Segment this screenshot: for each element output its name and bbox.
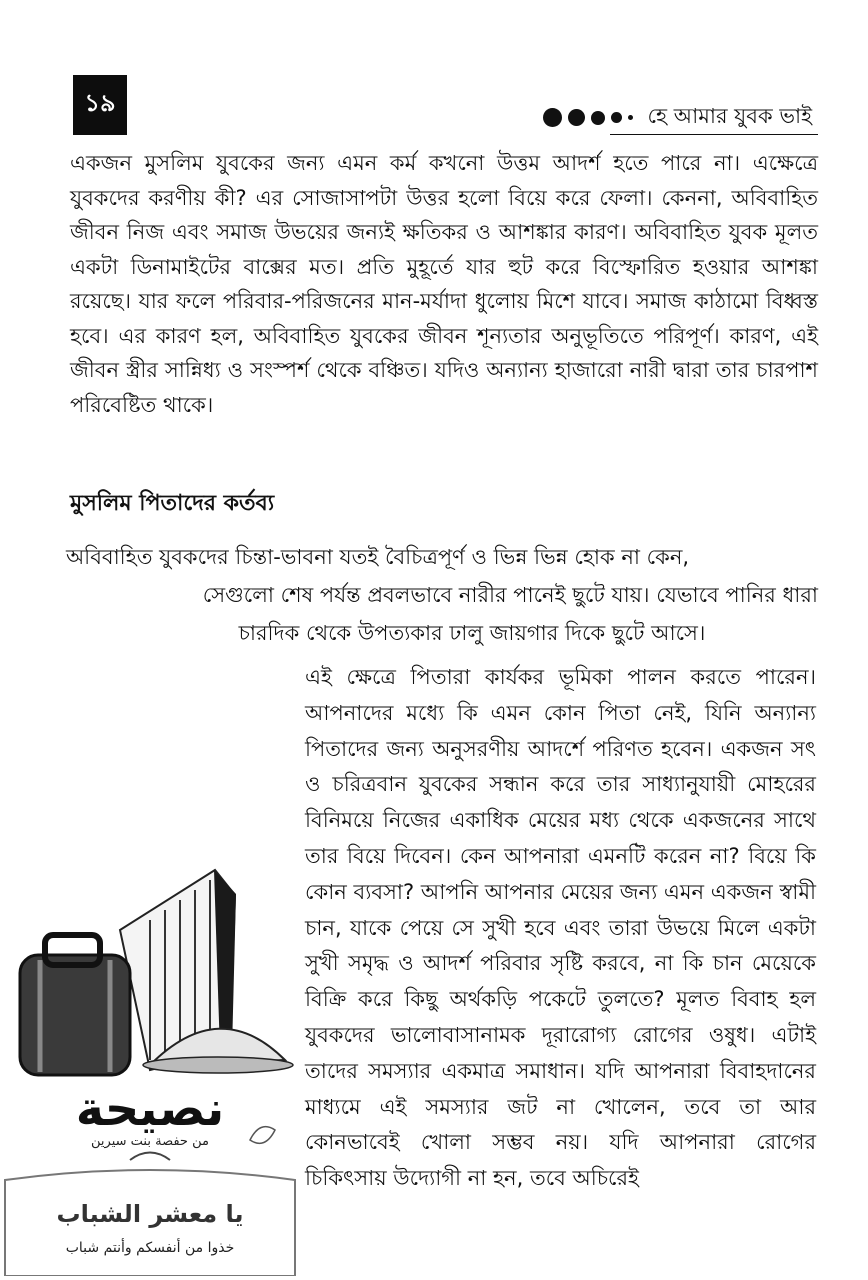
section-heading: মুসলিম পিতাদের কর্তব্য xyxy=(70,491,275,516)
body-paragraph: এই ক্ষেত্রে পিতারা কার্যকর ভূমিকা পালন করতে পারেন। আপনাদের মধ্যে কি এমন কোন পিতা নেই, যিনি অন্যান্য পিতাদের জন্য অনুসরণীয় আদর্শে পরিণত হবেন। একজন সৎ ও চরিত্রবান যুবকের সন্ধান করে তার সাধ্যানুযায়ী মোহরের বিনিময়ে নিজের একাধিক মেয়ের মধ্য থেকে একজনের সাথে তার বিয়ে দিবেন। কেন আপনারা এমনটি করেন না? বিয়ে কি কোন ব্যবসা? আপনি আপনার মেয়ের জন্য এমন একজন স্বামী চান, যাকে পেয়ে সে সুখী হবে এবং তারা উভয়ে মিলে একটা সুখী সমৃদ্ধ ও আদর্শ পরিবার সৃষ্টি করবে, না কি চান মেয়েকে বিক্রি করে কিছু অর্থকড়ি পকেটে তুলতে? মূলত বিবাহ হল যুবকদের ভালোবাসানামক দূরারোগ্য রোগের ওষুধ। এটাই তাদের সমস্যার একমাত্র সমাধান। যদি আপনারা বিবাহদানের মাধ্যমে এই সমস্যার জট না খোলেন, তবে তা আর কোনভাবেই খোলা সম্ভব নয়। যদি আপনারা রোগের চিকিৎসায় উদ্যোগী না হন, তবে অচিরেই xyxy=(305,665,816,1191)
pull-quote-line-1: অবিবাহিত যুবকদের চিন্তা-ভাবনা যতই বৈচিত্রপূর্ণ ও ভিন্ন ভিন্ন হোক না কেন, xyxy=(66,545,690,569)
illustration-caption: خذوا من أنفسكم وأنتم شباب xyxy=(65,1240,235,1256)
pull-quote-line-2: সেগুলো শেষ পর্যন্ত প্রবলভাবে নারীর পানেই ছুটে যায়। যেভাবে পানির ধারা xyxy=(202,583,818,607)
illustration-author: من حفصة بنت سيرين xyxy=(91,1134,209,1149)
running-header xyxy=(543,100,812,135)
intro-paragraph: একজন মুসলিম যুবকের জন্য এমন কর্ম কখনো উত্তম আদর্শ হতে পারে না। এক্ষেত্রে যুবকদের করণীয় কী? এর সোজাসাপটা উত্তর হলো বিয়ে করে ফেলা। কেননা, অবিবাহিত জীবন নিজ এবং সমাজ উভয়ের জন্যই ক্ষতিকর ও আশঙ্কার কারণ। অবিবাহিত যুবক মূলত একটা ডিনামাইটের বাক্সের মত। প্রতি মুহূর্তে যার হুট করে বিস্ফোরিত হওয়ার আশঙ্কা রয়েছে। যার ফলে পরিবার-পরিজনের মান-মর্যাদা ধুলোয় মিশে যাবে। সমাজ কাঠামো বিধ্বস্ত হবে। এর কারণ হল, অবিবাহিত যুবকের জীবন শূন্যতার অনুভূতিতে পরিপূর্ণ। কারণ, এই জীবন স্ত্রীর সান্নিধ্য ও সংস্পর্শ থেকে বঞ্চিত। যদিও অন্যান্য হাজারো নারী দ্বারা তার চারপাশ পরিবেষ্টিত থাকে। xyxy=(70,151,818,417)
pull-quote-line-3: চারদিক থেকে উপত্যকার ঢালু জায়গার দিকে ছুটে আসে। xyxy=(238,621,706,645)
running-title: হে আমার যুবক ভাই xyxy=(647,104,812,128)
illustration-title: نصيحة xyxy=(75,1081,225,1137)
book-luggage-illustration xyxy=(0,860,300,1276)
header-rule xyxy=(610,134,818,135)
page-number: ১৯ xyxy=(73,75,127,135)
header-dots-ornament xyxy=(543,108,633,127)
pull-quote xyxy=(66,538,818,652)
illustration-subtitle: يا معشر الشباب xyxy=(56,1200,244,1228)
